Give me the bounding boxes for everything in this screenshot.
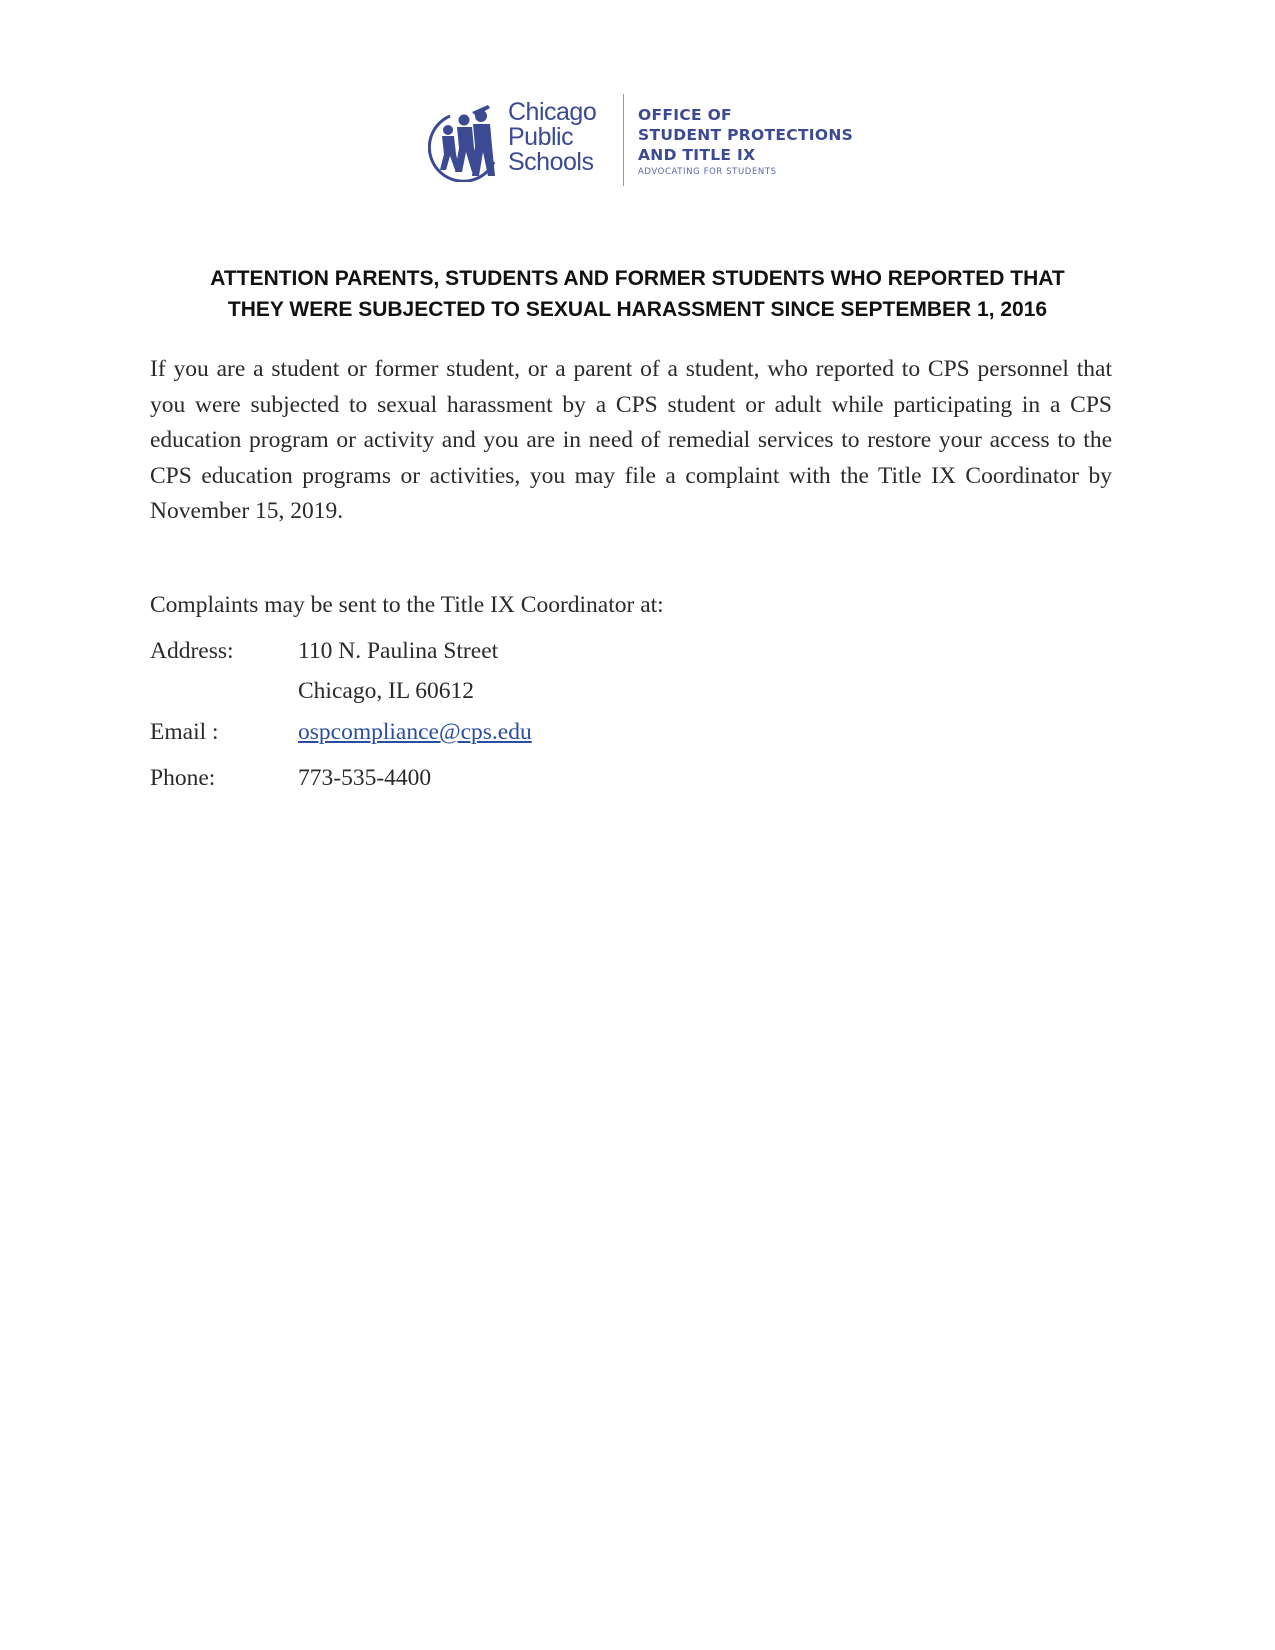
logo-divider: [623, 94, 624, 186]
notice-headline-line: THEY WERE SUBJECTED TO SEXUAL HARASSMENT SINCE SEPTEMBER 1, 2016: [227, 298, 1048, 321]
phone-label: Phone:: [150, 765, 216, 791]
office-wordmark-line: AND TITLE IX: [638, 146, 756, 164]
cps-wordmark-line: Public: [508, 123, 574, 151]
cps-emblem-icon: [428, 96, 504, 182]
email-label: Email :: [150, 719, 219, 745]
cps-wordmark-line: Chicago: [508, 98, 597, 126]
phone-value: 773-535-4400: [298, 765, 432, 791]
cps-wordmark-line: Schools: [508, 148, 594, 176]
office-wordmark-line: OFFICE OF: [638, 106, 732, 124]
office-tagline: ADVOCATING FOR STUDENTS: [638, 167, 777, 177]
email-link[interactable]: ospcompliance@cps.edu: [298, 719, 532, 745]
notice-headline: [140, 263, 1135, 325]
office-wordmark-line: STUDENT PROTECTIONS: [638, 126, 854, 144]
address-city: Chicago, IL 60612: [298, 678, 474, 704]
office-wordmark: [638, 105, 853, 179]
cps-wordmark: [508, 100, 596, 175]
address-label: Address:: [150, 638, 234, 664]
notice-body-paragraph: If you are a student or former student, or a parent of a student, who reported to CPS personnel that you were subjected to sexual harassment by a CPS student or adult while participating in a CPS education program or activity and you are in need of remedial services to restore your access to the CPS education programs or activities, you may file a complaint with the Title IX Coordinator by November 15, 2019.: [150, 356, 1112, 524]
notice-headline-line: ATTENTION PARENTS, STUDENTS AND FORMER STUDENTS WHO REPORTED THAT: [210, 267, 1065, 290]
contact-intro: Complaints may be sent to the Title IX Coordinator at:: [150, 592, 664, 618]
email-value: [298, 717, 532, 747]
logo-header: [428, 92, 868, 192]
address-street: 110 N. Paulina Street: [298, 638, 499, 664]
